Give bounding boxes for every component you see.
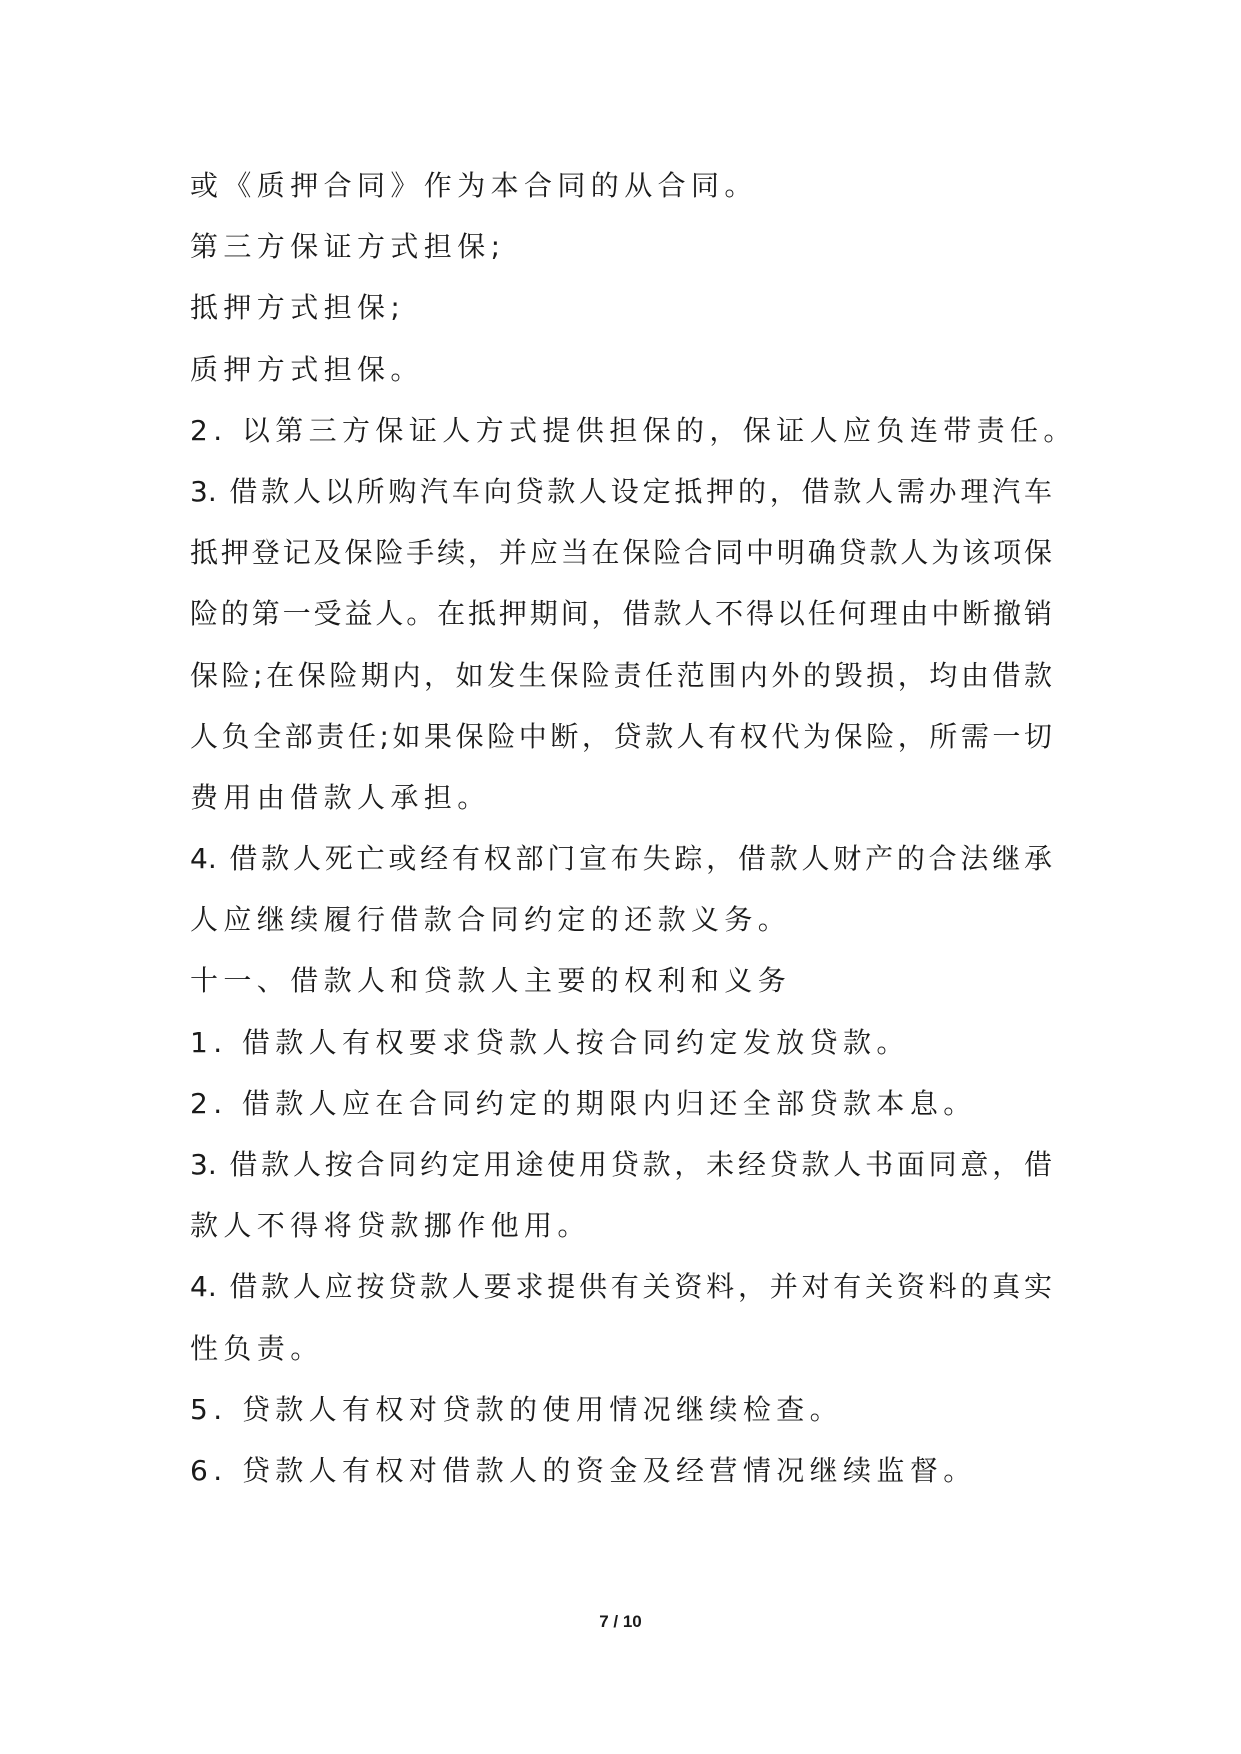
text-line: 保险;在保险期内，如发生保险责任范围内外的毁损，均由借款 [190,658,1052,692]
text-line: 人应继续履行借款合同约定的还款义务。 [190,903,792,937]
text-line: 险的第一受益人。在抵押期间，借款人不得以任何理由中断撤销 [190,597,1052,631]
text-line: 质押方式担保。 [190,352,424,386]
text-line: 4. 借款人应按贷款人要求提供有关资料，并对有关资料的真实 [190,1270,1052,1304]
document-body [190,155,1077,1501]
text-line: 性负责。 [190,1331,324,1365]
text-line: 抵押方式担保; [190,291,406,325]
text-line: 3. 借款人按合同约定用途使用贷款，未经贷款人书面同意，借 [190,1148,1052,1181]
text-line: 3. 借款人以所购汽车向贷款人设定抵押的，借款人需办理汽车 [190,474,1052,508]
page-number: 7 / 10 [599,1612,642,1631]
text-line: 人负全部责任;如果保险中断，贷款人有权代为保险，所需一切 [190,719,1052,753]
section-heading: 十一、借款人和贷款人主要的权利和义务 [190,964,792,998]
text-line: 2. 以第三方保证人方式提供担保的，保证人应负连带责任。 [190,413,1077,447]
text-line: 6. 贷款人有权对借款人的资金及经营情况继续监督。 [190,1453,977,1487]
text-line: 5. 贷款人有权对贷款的使用情况继续检查。 [190,1392,844,1426]
text-line: 或《质押合同》作为本合同的从合同。 [190,169,758,202]
text-line: 第三方保证方式担保; [190,230,506,264]
text-line: 2. 借款人应在合同约定的期限内归还全部贷款本息。 [190,1086,977,1120]
text-line: 费用由借款人承担。 [190,780,491,814]
text-line: 抵押登记及保险手续，并应当在保险合同中明确贷款人为该项保 [190,536,1052,570]
text-line: 4. 借款人死亡或经有权部门宣布失踪，借款人财产的合法继承 [190,842,1052,876]
text-line: 款人不得将贷款挪作他用。 [190,1209,591,1243]
text-line: 1. 借款人有权要求贷款人按合同约定发放贷款。 [190,1025,910,1059]
